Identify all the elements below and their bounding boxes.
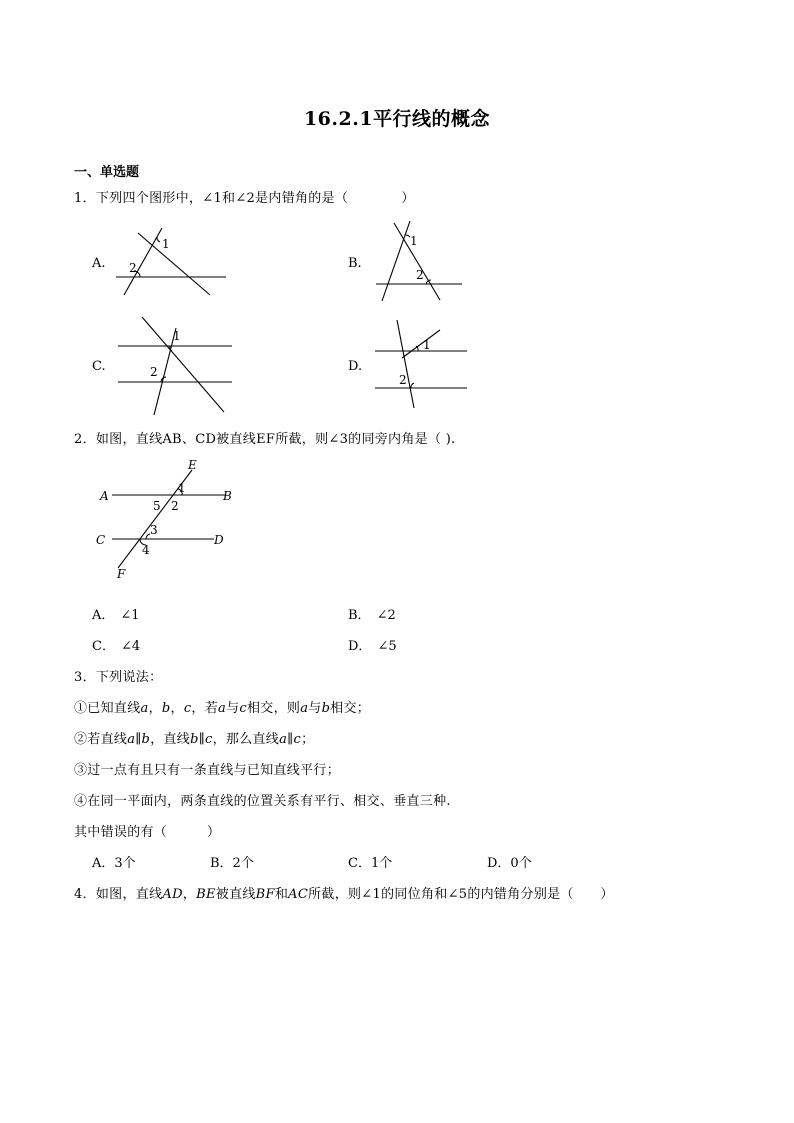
q2-option-a: A． ∠1 <box>92 608 140 623</box>
q3-option-a: A．3个 <box>92 856 136 871</box>
q2-label-3: 3 <box>150 523 158 537</box>
q1-figure-c <box>112 314 237 419</box>
q3-statement-1: ①已知直线a，b，c，若a与c相交，则a与b相交； <box>74 701 371 716</box>
q1-option-d-label: D. <box>348 359 363 374</box>
q2-option-b: B． ∠2 <box>348 608 396 623</box>
q1-option-a-label: A. <box>92 256 106 271</box>
q1a-label-2: 2 <box>129 261 137 275</box>
q1d-label-2: 2 <box>399 373 407 387</box>
q2-label-c: C <box>96 533 106 547</box>
q1-figure-a <box>110 225 235 300</box>
q1a-angle-arc-1 <box>157 237 160 242</box>
q2-label-a: A <box>100 489 109 503</box>
q1b-label-1: 1 <box>410 234 418 248</box>
page-title: 16.2.1平行线的概念 <box>303 108 491 130</box>
q2-label-e: E <box>188 458 197 472</box>
q1-figure-d <box>370 318 470 412</box>
q1b-label-2: 2 <box>416 268 424 282</box>
q1d-transversal-2 <box>402 330 440 358</box>
q1c-label-1: 1 <box>173 329 181 343</box>
q3-statement-4: ④在同一平面内，两条直线的位置关系有平行、相交、垂直三种. <box>74 794 451 809</box>
q2-label-1: 1 <box>178 481 186 495</box>
q2-option-d: D． ∠5 <box>348 639 397 654</box>
q1d-angle-arc-2 <box>411 383 414 388</box>
q1-figure-b <box>370 218 470 304</box>
q2-label-f: F <box>117 567 126 581</box>
question-3-stem: 3．下列说法： <box>74 670 163 685</box>
q1d-transversal-1 <box>397 320 414 408</box>
q1b-transversal-1 <box>382 221 410 301</box>
question-2-stem: 2．如图，直线AB、CD被直线EF所截，则∠3的同旁内角是（ ). <box>74 432 456 447</box>
q3-option-c: C．1个 <box>348 856 393 871</box>
q1-option-b-label: B. <box>348 256 362 271</box>
q2-label-2: 2 <box>171 499 179 513</box>
q1a-label-1: 1 <box>162 237 170 251</box>
q2-figure <box>92 456 242 584</box>
q3-option-b: B．2个 <box>210 856 254 871</box>
question-4-stem: 4．如图，直线AD，BE被直线BF和AC所截，则∠1的同位角和∠5的内错角分别是（ ） <box>74 887 614 902</box>
q2-label-d: D <box>214 533 224 547</box>
section-heading: 一、单选题 <box>74 165 140 180</box>
q3-option-d: D．0个 <box>487 856 532 871</box>
q1-option-c-label: C. <box>92 359 106 374</box>
q2-label-5: 5 <box>153 499 161 513</box>
q2-label-4: 4 <box>142 543 150 557</box>
q2-option-c: C． ∠4 <box>92 639 141 654</box>
q2-label-b: B <box>223 489 232 503</box>
q3-wrong-prompt: 其中错误的有（ ） <box>74 825 221 840</box>
question-1-stem: 1．下列四个图形中，∠1和∠2是内错角的是（ ） <box>74 191 415 206</box>
q1c-label-2: 2 <box>150 365 158 379</box>
q1a-transversal-2 <box>138 233 210 295</box>
q3-statement-3: ③过一点有且只有一条直线与已知直线平行； <box>74 763 341 778</box>
q1d-label-1: 1 <box>423 338 431 352</box>
q3-statement-2: ②若直线a∥b，直线b∥c，那么直线a∥c； <box>74 732 315 747</box>
